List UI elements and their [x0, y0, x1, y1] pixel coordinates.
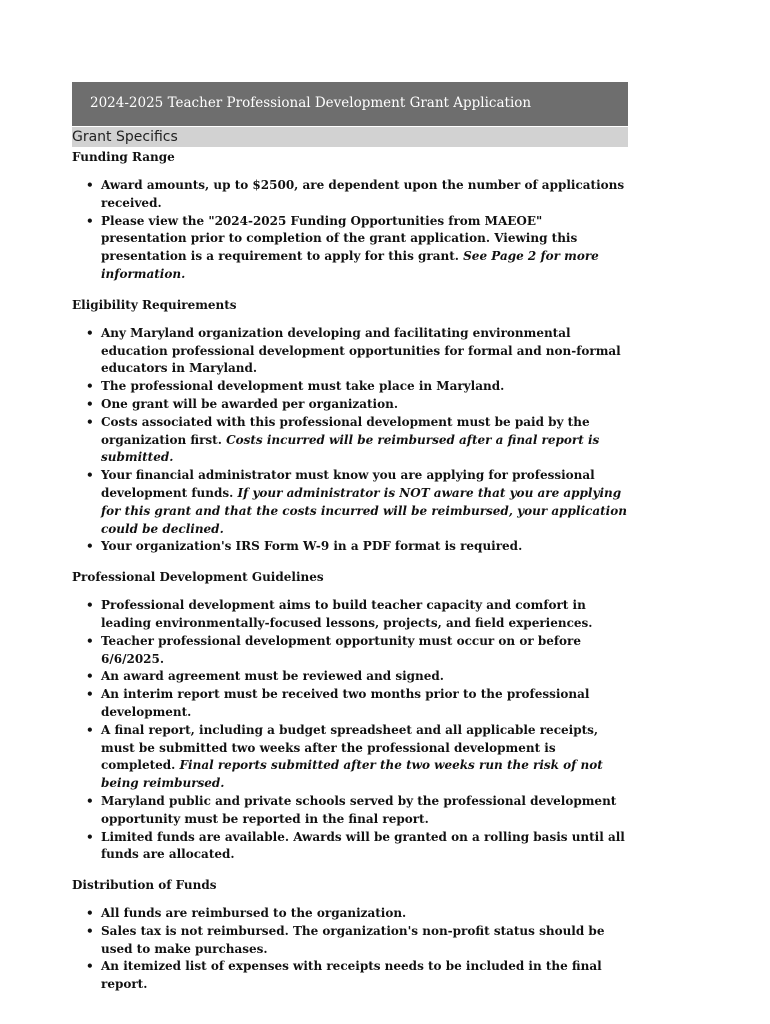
list-item-text: Professional development aims to build teacher capacity and comfort in leading environmentally-focused lessons, projects, and field experiences.: [101, 598, 593, 630]
list-item-text: All funds are reimbursed to the organization.: [101, 906, 407, 921]
list-item-emphasis: See Page 2 for more information.: [101, 249, 599, 281]
list-item-text: Please view the "2024-2025 Funding Opportunities from MAEOE" presentation prior to completion of the grant application. Viewing this presentation is a requirement to apply for this grant.: [101, 213, 578, 264]
distribution-list: [72, 905, 628, 994]
funding-range-list: [72, 177, 628, 284]
list-item-text: Teacher professional development opportunity must occur on or before 6/6/2025.: [101, 633, 581, 666]
list-item: [72, 414, 628, 467]
list-item: [72, 905, 628, 923]
list-item: [72, 378, 628, 396]
list-item: [72, 923, 628, 959]
document-title-bar: [72, 82, 628, 126]
list-item-text: One grant will be awarded per organization.: [101, 396, 399, 411]
list-item: [72, 325, 628, 378]
funding-range-heading: Funding Range: [72, 150, 175, 164]
list-item-text: Maryland public and private schools served by the professional development opportunity must be reported in the final report.: [101, 793, 617, 826]
list-item: [72, 177, 628, 213]
eligibility-list: [72, 325, 628, 556]
document-page: [72, 82, 628, 994]
list-item: [72, 668, 628, 686]
list-item-text: Sales tax is not reimbursed. The organization's non-profit status should be used to make purchases.: [101, 923, 605, 956]
list-item: [72, 722, 628, 793]
list-item-text: An itemized list of expenses with receipts needs to be included in the final report.: [101, 959, 602, 992]
section-header: [72, 127, 628, 147]
document-title: 2024-2025 Teacher Professional Development Grant Application: [90, 95, 532, 111]
list-item: [72, 633, 628, 669]
list-item-text: Award amounts, up to $2500, are dependent upon the number of applications received.: [101, 178, 625, 210]
list-item-text: An award agreement must be reviewed and signed.: [101, 669, 444, 684]
guidelines-list: [72, 597, 628, 864]
list-item-text: A final report, including a budget spreadsheet and all applicable receipts, must be submitted two weeks after the professional development is completed.: [101, 722, 599, 773]
list-item: [72, 829, 628, 865]
guidelines-heading: Professional Development Guidelines: [72, 570, 324, 585]
list-item-emphasis: If your administrator is NOT aware that you are applying for this grant and that the costs incurred will be reimbursed, your application could be declined.: [101, 485, 627, 536]
section-title: Grant Specifics: [72, 129, 178, 145]
list-item: [72, 686, 628, 722]
list-item-text: Any Maryland organization developing and facilitating environmental education professional development opportunities for formal and non-formal educators in Maryland.: [101, 325, 621, 376]
list-item-emphasis: Final reports submitted after the two weeks run the risk of not being reimbursed.: [101, 758, 603, 791]
list-item: [72, 793, 628, 829]
list-item-text: An interim report must be received two months prior to the professional development.: [101, 687, 590, 719]
eligibility-heading: Eligibility Requirements: [72, 297, 237, 312]
list-item: [72, 213, 628, 284]
list-item: [72, 396, 628, 414]
list-item-text: The professional development must take place in Maryland.: [101, 379, 505, 394]
list-item: [72, 467, 628, 538]
list-item-emphasis: Costs incurred will be reimbursed after a final report is submitted.: [101, 432, 600, 465]
list-item-text: Limited funds are available. Awards will be granted on a rolling basis until all funds are allocated.: [101, 829, 625, 862]
list-item-text: Your organization's IRS Form W-9 in a PDF format is required.: [101, 539, 523, 554]
list-item-text: Costs associated with this professional development must be paid by the organization first.: [101, 414, 590, 447]
list-item: [72, 597, 628, 633]
list-item: [72, 538, 628, 556]
distribution-heading: Distribution of Funds: [72, 878, 217, 893]
list-item-text: Your financial administrator must know you are applying for professional development funds.: [101, 468, 595, 500]
list-item: [72, 958, 628, 994]
